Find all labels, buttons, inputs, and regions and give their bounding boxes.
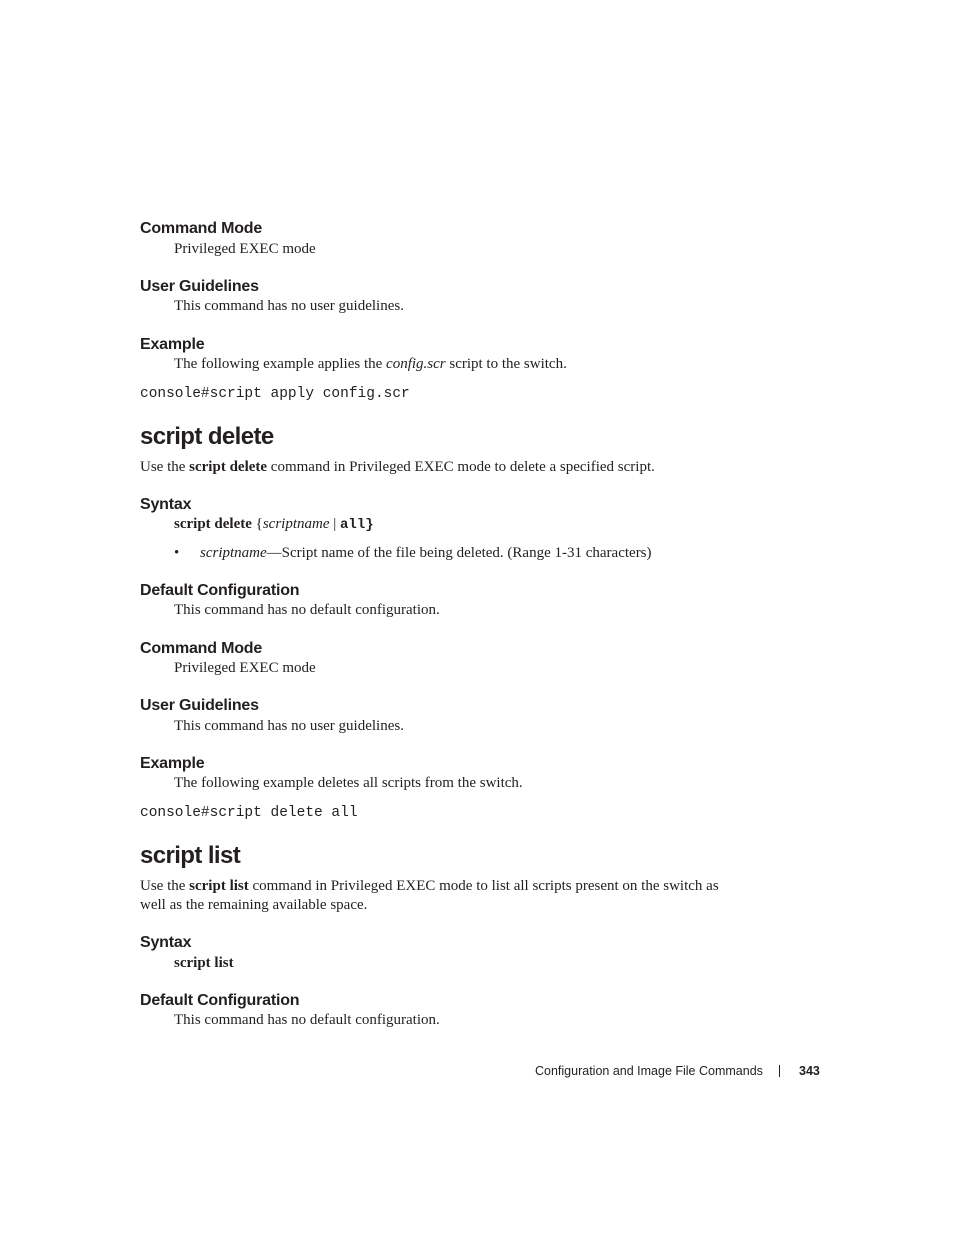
example-text: The following example applies the config.scr script to the switch. xyxy=(174,356,567,372)
footer-chapter: Configuration and Image File Commands xyxy=(535,1064,763,1078)
user-guidelines-heading: User Guidelines xyxy=(140,278,259,295)
script-delete-intro: Use the script delete command in Privileged EXEC mode to delete a specified script. xyxy=(140,459,655,475)
script-delete-title: script delete xyxy=(140,423,274,450)
script-list-title: script list xyxy=(140,842,241,869)
script-list-intro-line2: well as the remaining available space. xyxy=(140,897,368,913)
command-mode-text: Privileged EXEC mode xyxy=(174,241,316,257)
example-code: console#script delete all xyxy=(140,805,358,821)
footer-separator xyxy=(779,1065,780,1077)
command-mode-text: Privileged EXEC mode xyxy=(174,660,316,676)
user-guidelines-heading: User Guidelines xyxy=(140,697,259,714)
default-config-text: This command has no default configuration. xyxy=(174,602,440,618)
command-mode-heading: Command Mode xyxy=(140,640,263,657)
user-guidelines-text: This command has no user guidelines. xyxy=(174,718,404,734)
default-config-text: This command has no default configuration. xyxy=(174,1012,440,1028)
syntax-line: script delete {scriptname | all} xyxy=(174,516,374,533)
example-heading: Example xyxy=(140,755,205,772)
example-code: console#script apply config.scr xyxy=(140,386,410,402)
example-text: The following example deletes all scripts from the switch. xyxy=(174,775,523,791)
syntax-heading: Syntax xyxy=(140,496,192,513)
script-list-intro: Use the script list command in Privileged EXEC mode to list all scripts present on the switch as xyxy=(140,878,719,894)
parameter-description: scriptname—Script name of the file being deleted. (Range 1-31 characters) xyxy=(200,545,652,561)
page-number: 343 xyxy=(799,1064,820,1078)
default-config-heading: Default Configuration xyxy=(140,992,300,1009)
syntax-line: script list xyxy=(174,955,234,971)
bullet-icon: • xyxy=(174,545,180,561)
example-heading: Example xyxy=(140,336,205,353)
default-config-heading: Default Configuration xyxy=(140,582,300,599)
syntax-heading: Syntax xyxy=(140,934,192,951)
command-mode-heading: Command Mode xyxy=(140,220,263,237)
user-guidelines-text: This command has no user guidelines. xyxy=(174,298,404,314)
